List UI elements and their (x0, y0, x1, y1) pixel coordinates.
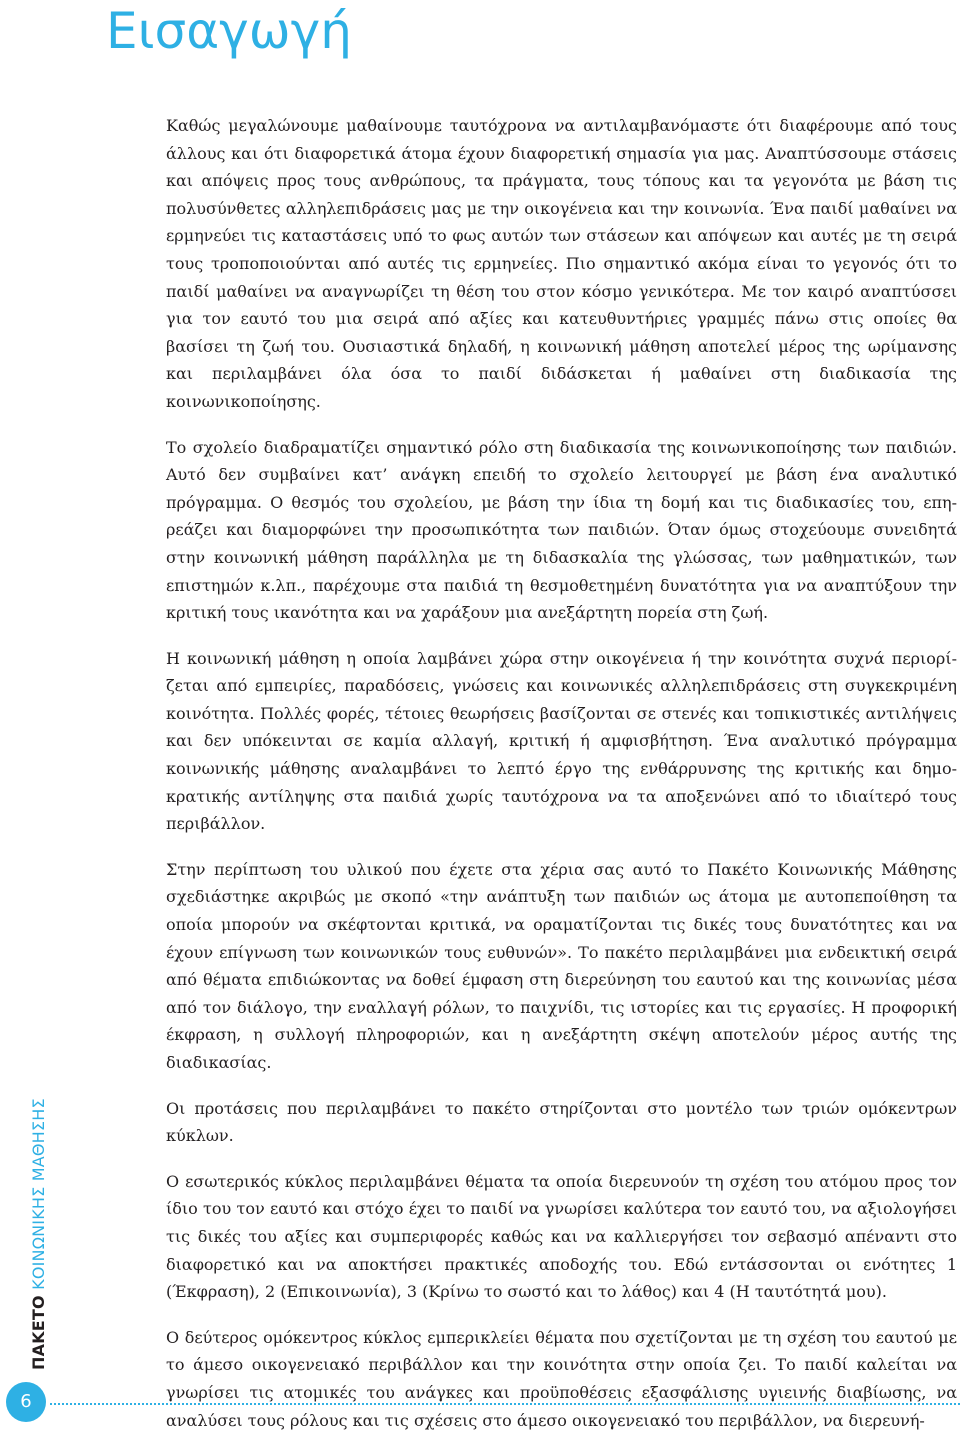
sidebar-series-label (0, 1070, 60, 1370)
page-number: 6 (6, 1382, 46, 1422)
footer-dotted-rule (50, 1403, 960, 1405)
series-title-bold: ΠΑΚΕΤΟ (29, 1295, 48, 1370)
body-text (166, 112, 957, 1452)
paragraph-inner-circle: Ο εσωτερικός κύκλος περιλαμβάνει θέματα τα οποία διερευνούν τη σχέση του ατόμου προς τον ίδιο του τον εαυτό και στόχο έχει το παιδί να γνωρίσει καλύτερα τον εαυτό του, να αξιολογήσει τις δικές του αξίες και συμπεριφορές καθώς και να καλλιεργήσει τον σεβασμό απέναντι στο διαφορετικό και να αποκτήσει πρακτικές αποδοχής του. Εδώ εντάσσονται οι ενότητες 1 (Έκφραση), 2 (Επικοινωνία), 3 (Κρίνω το σωστό και το λάθος) και 4 (Η ταυτότητά μου). (166, 1171, 957, 1302)
series-title (30, 1098, 48, 1370)
series-title-light: ΚΟΙΝΩΝΙΚΗΣ ΜΑΘΗΣΗΣ (29, 1098, 48, 1290)
page-title: Εισαγωγή (106, 2, 352, 60)
paragraph-community: Η κοινωνική μάθηση η οποία λαμβάνει χώρα στην οικογένεια ή την κοινότητα συχνά περιορίζεται από εμπειρίες, παραδόσεις, γνώσεις και κοινωνικές αλληλεπιδράσεις στη συγκεκριμένη κοινότητα. Πολλές φορές, τέτοιες θεωρήσεις βασίζονται σε στενές και τοπικιστικές αντιλήψεις και δεν υπόκεινται σε καμία αλλαγή, κριτική ή αμφισβήτηση. Ένα αναλυτικό πρόγραμμα κοινωνικής μάθησης αναλαμβάνει το λεπτό έργο της ενθάρρυνσης της κριτικής και δημοκρατικής αντίληψης στα παιδιά χωρίς ταυτόχρονα να τα αποξενώνει από το ιδιαίτερό τους περιβάλλον. (166, 648, 957, 834)
paragraph-circles-model: Οι προτάσεις που περιλαμβάνει το πακέτο στηρίζονται στο μοντέλο των τριών ομόκεντρων κύκλων. (166, 1098, 957, 1146)
paragraph-second-circle: Ο δεύτερος ομόκεντρος κύκλος εμπερικλείει θέματα που σχετίζονται με τη σχέση του εαυτού με το άμεσο οικογενειακό περιβάλλον και την κοινότητα στην οποία ζει. Το παιδί καλείται να γνωρίσει τις ατομικές του ανάγκες και προϋποθέσεις εξασφάλισης υγιεινής διαβίωσης, να αναλύσει τους ρόλους και τις σχέσεις στο άμεσο οικογενειακό του περιβάλλον, να διερευνή- (166, 1327, 957, 1430)
paragraph-school: Το σχολείο διαδραματίζει σημαντικό ρόλο στη διαδικασία της κοινωνικοποίησης των παιδιών. Αυτό δεν συμβαίνει κατ’ ανάγκη επειδή το σχολείο λειτουργεί με βάση ένα αναλυτικό πρόγραμμα. Ο θεσμός του σχολείου, με βάση την ίδια τη δομή και τις διαδικασίες του, επηρεάζει και διαμορφώνει την προσωπικότητα των παιδιών. Όταν όμως στοχεύουμε συνειδητά στην κοινωνική μάθηση παράλληλα με τη διδασκαλία της γλώσσας, των μαθηματικών, των επιστημών κ.λπ., παρέχουμε στα παιδιά τη θεσμοθετημένη δυνατότητα για να αναπτύξουν την κριτική τους ικανότητα και να χαράξουν μια ανεξάρτητη πορεία στη ζωή. (166, 437, 957, 623)
paragraph-intro: Καθώς μεγαλώνουμε μαθαίνουμε ταυτόχρονα να αντιλαμβανόμαστε ότι διαφέρουμε από τους άλλους και ότι διαφορετικά άτομα έχουν διαφορετική σημασία για μας. Αναπτύσσουμε στάσεις και απόψεις προς τους ανθρώπους, τα πράγματα, τους τόπους και τα γεγονότα με βάση τις πολυσύνθετες αλληλεπιδράσεις μας με την οικογένεια και την κοινωνία. Ένα παιδί μαθαίνει να ερμηνεύει τις καταστάσεις υπό το φως αυτών των στάσεων και απόψεων και αυτές με τη σειρά τους τροποποιούνται από αυτές τις ερμηνείες. Πιο σημαντικό ακόμα είναι το γεγονός ότι το παιδί μαθαίνει να αναγνωρίζει τη θέση του στον κόσμο γενικότερα. Με τον καιρό αναπτύσσει για τον εαυτό του μια σειρά από αξίες και κατευθυντήριες γραμμές πάνω στις οποίες θα βασίσει τη ζωή του. Ουσιαστικά δηλαδή, η κοινωνική μάθηση αποτελεί μέρος της ωρίμανσης και περιλαμβάνει όλα όσα το παιδί διδάσκεται ή μαθαίνει στη διαδικασία της κοινωνικοποίησης. (166, 116, 957, 411)
paragraph-package: Στην περίπτωση του υλικού που έχετε στα χέρια σας αυτό το Πακέτο Κοινωνικής Μάθησης σχεδιάστηκε ακριβώς με σκοπό «την ανάπτυξη των παιδιών ως άτομα με αυτοπεποίθηση τα οποία μπορούν να σκέφτονται κριτικά, να οραματίζονται τις δικές τους δυνατότητες και να έχουν επίγνωση των κοινωνικών τους ευθυνών». Το πακέτο περιλαμβάνει μια ενδεικτική σειρά από θέματα επιδιώκοντας να δοθεί έμφαση στη διερεύνηση του εαυτού και της κοινωνίας μέσα από τον διάλογο, την εναλλαγή ρόλων, το παιχνίδι, τις ιστορίες και τις εργασίες. Η προφορική έκφραση, η συλλογή πληροφοριών, και η ανεξάρτητη σκέψη αποτελούν μέρος αυτής της διαδικασίας. (166, 859, 957, 1072)
